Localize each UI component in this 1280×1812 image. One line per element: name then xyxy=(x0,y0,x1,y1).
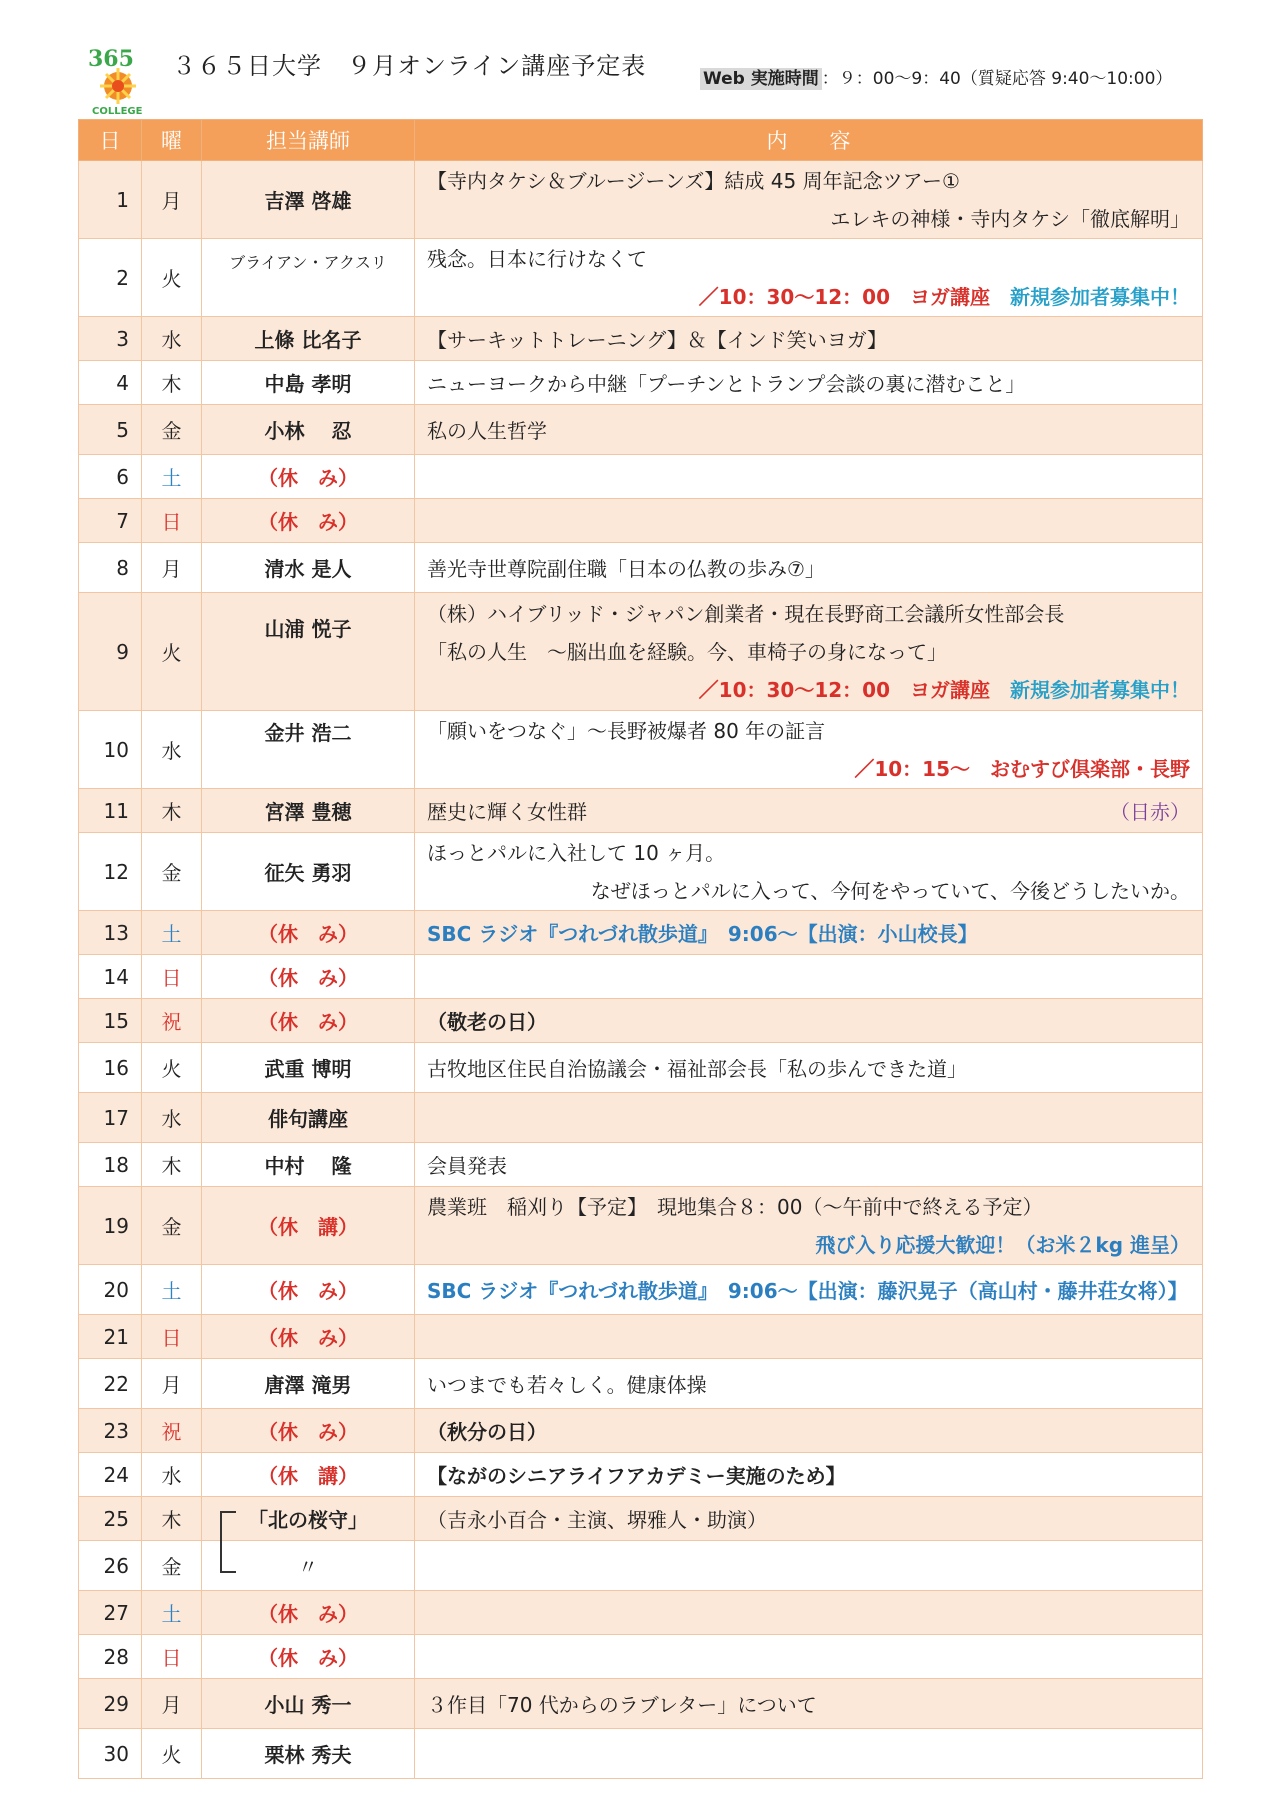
content-line: 農業班 稲刈り【予定】 現地集合８：00（～午前中で終える予定） xyxy=(427,1194,1043,1219)
instructor-cell: ブライアン・アクスリ xyxy=(202,239,415,317)
table-row xyxy=(79,711,1203,789)
weekday-cell: 金 xyxy=(142,833,202,911)
content-cell xyxy=(415,455,1203,499)
instructor-cell: 上條 比名子 xyxy=(202,317,415,361)
weekday-cell: 土 xyxy=(142,1265,202,1315)
table-row xyxy=(79,833,1203,911)
table-row xyxy=(79,999,1203,1043)
table-row xyxy=(79,543,1203,593)
weekday-cell: 金 xyxy=(142,1541,202,1591)
content-cell: 会員発表 xyxy=(415,1143,1203,1187)
day-cell: 17 xyxy=(79,1093,142,1143)
day-cell: 15 xyxy=(79,999,142,1043)
instructor-cell: （休 み） xyxy=(202,455,415,499)
day-cell: 1 xyxy=(79,161,142,239)
bracket-top xyxy=(220,1511,236,1543)
instructor-cell: （休 み） xyxy=(202,1635,415,1679)
day-cell: 25 xyxy=(79,1497,142,1541)
content-line: ／10：30～12：00 ヨガ講座 新規参加者募集中！ xyxy=(698,284,1190,309)
day-cell: 5 xyxy=(79,405,142,455)
day-cell: 12 xyxy=(79,833,142,911)
content-line: （株）ハイブリッド・ジャパン創業者・現在長野商工会議所女性部会長 xyxy=(427,601,1065,626)
col-day-header: 日 xyxy=(79,120,142,161)
weekday-cell: 祝 xyxy=(142,1409,202,1453)
weekday-cell: 木 xyxy=(142,1143,202,1187)
instructor-cell: （休 講） xyxy=(202,1187,415,1265)
content-cell xyxy=(415,711,1203,789)
table-row xyxy=(79,1359,1203,1409)
content-line: 「私の人生 ～脳出血を経験。今、車椅子の身になって」 xyxy=(427,639,947,664)
content-line: ほっとパルに入社して 10 ヶ月。 xyxy=(427,840,726,865)
content-cell: 善光寺世尊院副住職「日本の仏教の歩み⑦」 xyxy=(415,543,1203,593)
content-line: なぜほっとパルに入って、今何をやっていて、今後どうしたいか。 xyxy=(590,878,1190,903)
content-cell: SBC ラジオ『つれづれ散歩道』 9:06～【出演：藤沢晃子（高山村・藤井荘女将）】 xyxy=(415,1265,1203,1315)
table-row xyxy=(79,455,1203,499)
content-cell: （吉永小百合・主演、堺雅人・助演） xyxy=(415,1497,1203,1541)
table-row xyxy=(79,317,1203,361)
instructor-cell: 小林 忍 xyxy=(202,405,415,455)
table-row xyxy=(79,955,1203,999)
web-time-label: Web 実施時間 xyxy=(700,68,822,90)
content-cell xyxy=(415,955,1203,999)
weekday-cell: 月 xyxy=(142,161,202,239)
day-cell: 24 xyxy=(79,1453,142,1497)
table-row xyxy=(79,361,1203,405)
table-row xyxy=(79,1453,1203,1497)
content-cell xyxy=(415,1729,1203,1779)
instructor-cell: （休 み） xyxy=(202,1409,415,1453)
weekday-cell: 月 xyxy=(142,1679,202,1729)
day-cell: 21 xyxy=(79,1315,142,1359)
instructor-cell: （休 み） xyxy=(202,955,415,999)
col-weekday-header: 曜 xyxy=(142,120,202,161)
content-line: 残念。日本に行けなくて xyxy=(427,246,647,271)
table-row xyxy=(79,1143,1203,1187)
instructor-cell: 俳句講座 xyxy=(202,1093,415,1143)
col-instructor-header: 担当講師 xyxy=(202,120,415,161)
weekday-cell: 水 xyxy=(142,711,202,789)
day-cell: 6 xyxy=(79,455,142,499)
content-cell: （秋分の日） xyxy=(415,1409,1203,1453)
content-line: ／10：15～ おむすび倶楽部・長野 xyxy=(854,756,1190,781)
instructor-cell: 征矢 勇羽 xyxy=(202,833,415,911)
day-cell: 11 xyxy=(79,789,142,833)
weekday-cell: 水 xyxy=(142,317,202,361)
instructor-cell: 清水 是人 xyxy=(202,543,415,593)
day-cell: 14 xyxy=(79,955,142,999)
web-time-info xyxy=(700,64,1172,89)
day-cell: 30 xyxy=(79,1729,142,1779)
day-cell: 22 xyxy=(79,1359,142,1409)
weekday-cell: 金 xyxy=(142,1187,202,1265)
svg-text:COLLEGE: COLLEGE xyxy=(92,106,143,116)
instructor-cell: 金井 浩二 xyxy=(202,711,415,789)
content-line: 【寺内タケシ＆ブルージーンズ】結成 45 周年記念ツアー① xyxy=(427,168,960,193)
day-cell: 18 xyxy=(79,1143,142,1187)
weekday-cell: 水 xyxy=(142,1453,202,1497)
table-row xyxy=(79,1265,1203,1315)
web-time-value: ：９：00～9：40（質疑応答 9:40～10:00） xyxy=(821,69,1173,89)
content-cell xyxy=(415,161,1203,239)
weekday-cell: 火 xyxy=(142,1043,202,1093)
content-cell xyxy=(415,1315,1203,1359)
instructor-cell: 武重 博明 xyxy=(202,1043,415,1093)
table-row xyxy=(79,789,1203,833)
instructor-cell: 中村 隆 xyxy=(202,1143,415,1187)
content-cell: ニューヨークから中継「プーチンとトランプ会談の裏に潜むこと」 xyxy=(415,361,1203,405)
content-cell xyxy=(415,593,1203,711)
day-cell: 16 xyxy=(79,1043,142,1093)
instructor-cell: 「北の桜守」 xyxy=(202,1497,415,1541)
table-row xyxy=(79,1635,1203,1679)
weekday-cell: 金 xyxy=(142,405,202,455)
content-cell xyxy=(415,1187,1203,1265)
instructor-cell: （休 み） xyxy=(202,1315,415,1359)
content-cell xyxy=(415,833,1203,911)
weekday-cell: 土 xyxy=(142,911,202,955)
weekday-cell: 木 xyxy=(142,789,202,833)
college-logo xyxy=(82,44,154,116)
day-cell: 29 xyxy=(79,1679,142,1729)
content-cell: 古牧地区住民自治協議会・福祉部会長「私の歩んできた道」 xyxy=(415,1043,1203,1093)
weekday-cell: 月 xyxy=(142,1359,202,1409)
table-row xyxy=(79,1679,1203,1729)
table-row xyxy=(79,1541,1203,1591)
day-cell: 27 xyxy=(79,1591,142,1635)
day-cell: 8 xyxy=(79,543,142,593)
content-line: 飛び入り応援大歓迎！（お米２kg 進呈） xyxy=(815,1232,1190,1257)
content-line: ／10：30～12：00 ヨガ講座 新規参加者募集中！ xyxy=(698,677,1190,702)
content-cell xyxy=(415,1541,1203,1591)
content-cell: 【サーキットトレーニング】＆【インド笑いヨガ】 xyxy=(415,317,1203,361)
day-cell: 19 xyxy=(79,1187,142,1265)
instructor-cell: 山浦 悦子 xyxy=(202,593,415,711)
weekday-cell: 火 xyxy=(142,593,202,711)
content-cell: いつまでも若々しく。健康体操 xyxy=(415,1359,1203,1409)
col-content-header: 内 容 xyxy=(415,120,1203,161)
page-title: ３６５日大学 ９月オンライン講座予定表 xyxy=(172,52,647,80)
svg-text:365: 365 xyxy=(88,46,134,72)
weekday-cell: 木 xyxy=(142,1497,202,1541)
weekday-cell: 水 xyxy=(142,1093,202,1143)
weekday-cell: 土 xyxy=(142,1591,202,1635)
content-cell: 歴史に輝く女性群 （日赤） xyxy=(415,789,1203,833)
weekday-cell: 祝 xyxy=(142,999,202,1043)
instructor-cell: （休 み） xyxy=(202,911,415,955)
table-row xyxy=(79,1591,1203,1635)
weekday-cell: 火 xyxy=(142,1729,202,1779)
instructor-cell: 吉澤 啓雄 xyxy=(202,161,415,239)
instructor-cell: 小山 秀一 xyxy=(202,1679,415,1729)
bracket-bottom xyxy=(220,1541,236,1573)
schedule-table xyxy=(78,119,1203,1779)
day-cell: 10 xyxy=(79,711,142,789)
day-cell: 13 xyxy=(79,911,142,955)
instructor-cell: 〃 xyxy=(202,1541,415,1591)
content-line: 「願いをつなぐ」～長野被爆者 80 年の証言 xyxy=(427,718,826,743)
table-row xyxy=(79,405,1203,455)
content-cell: （敬老の日） xyxy=(415,999,1203,1043)
weekday-cell: 日 xyxy=(142,955,202,999)
table-row xyxy=(79,1043,1203,1093)
table-row xyxy=(79,239,1203,317)
table-row xyxy=(79,1187,1203,1265)
table-row xyxy=(79,1729,1203,1779)
weekday-cell: 日 xyxy=(142,1315,202,1359)
instructor-cell: 唐澤 滝男 xyxy=(202,1359,415,1409)
day-cell: 3 xyxy=(79,317,142,361)
instructor-cell: （休 み） xyxy=(202,999,415,1043)
table-row xyxy=(79,1497,1203,1541)
day-cell: 23 xyxy=(79,1409,142,1453)
day-cell: 2 xyxy=(79,239,142,317)
day-cell: 4 xyxy=(79,361,142,405)
table-row xyxy=(79,911,1203,955)
table-row xyxy=(79,1409,1203,1453)
content-line: エレキの神様・寺内タケシ「徹底解明」 xyxy=(830,206,1190,231)
instructor-cell: 栗林 秀夫 xyxy=(202,1729,415,1779)
content-cell: 私の人生哲学 xyxy=(415,405,1203,455)
table-header-row xyxy=(79,120,1203,161)
weekday-cell: 土 xyxy=(142,455,202,499)
instructor-cell: 宮澤 豊穂 xyxy=(202,789,415,833)
content-cell xyxy=(415,239,1203,317)
weekday-cell: 日 xyxy=(142,499,202,543)
instructor-cell: （休 み） xyxy=(202,499,415,543)
instructor-cell: （休 み） xyxy=(202,1591,415,1635)
day-cell: 26 xyxy=(79,1541,142,1591)
weekday-cell: 月 xyxy=(142,543,202,593)
instructor-cell: （休 講） xyxy=(202,1453,415,1497)
table-row xyxy=(79,1315,1203,1359)
weekday-cell: 木 xyxy=(142,361,202,405)
content-cell: 【ながのシニアライフアカデミー実施のため】 xyxy=(415,1453,1203,1497)
table-row xyxy=(79,499,1203,543)
content-cell xyxy=(415,499,1203,543)
day-cell: 20 xyxy=(79,1265,142,1315)
instructor-cell: 中島 孝明 xyxy=(202,361,415,405)
content-cell xyxy=(415,1591,1203,1635)
content-cell xyxy=(415,1635,1203,1679)
content-note: （日赤） xyxy=(1110,800,1190,824)
content-cell xyxy=(415,1093,1203,1143)
weekday-cell: 日 xyxy=(142,1635,202,1679)
content-cell: ３作目「70 代からのラブレター」について xyxy=(415,1679,1203,1729)
day-cell: 9 xyxy=(79,593,142,711)
content-cell: SBC ラジオ『つれづれ散歩道』 9:06～【出演：小山校長】 xyxy=(415,911,1203,955)
weekday-cell: 火 xyxy=(142,239,202,317)
table-row xyxy=(79,593,1203,711)
day-cell: 7 xyxy=(79,499,142,543)
instructor-cell: （休 み） xyxy=(202,1265,415,1315)
table-row xyxy=(79,1093,1203,1143)
day-cell: 28 xyxy=(79,1635,142,1679)
table-row xyxy=(79,161,1203,239)
